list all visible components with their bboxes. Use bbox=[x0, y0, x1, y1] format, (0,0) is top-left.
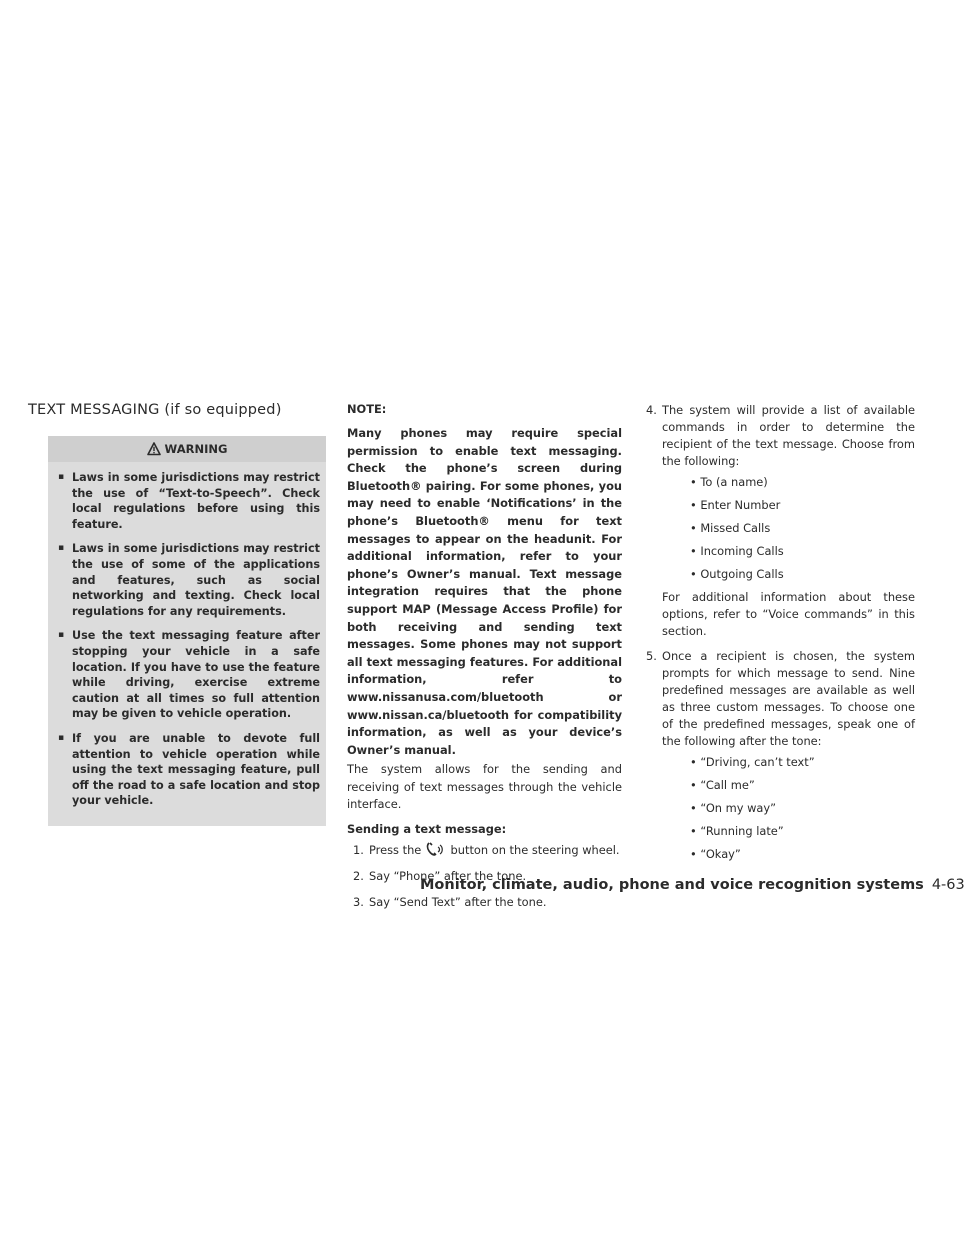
list-item: • Missed Calls bbox=[662, 520, 915, 537]
left-column bbox=[28, 402, 328, 826]
list-item: • Outgoing Calls bbox=[662, 566, 915, 583]
warning-triangle-icon bbox=[147, 442, 161, 456]
step-1 bbox=[347, 842, 622, 859]
step-4-text: The system will provide a list of available commands in order to determine the recipient of the text message. Choose from the following: bbox=[662, 403, 915, 468]
list-item: • “On my way” bbox=[662, 800, 915, 817]
voice-talk-button-icon bbox=[425, 842, 447, 857]
step-5 bbox=[640, 648, 915, 863]
step-number: 3. bbox=[353, 895, 364, 910]
message-options bbox=[662, 754, 915, 863]
step-4-note: For additional information about these options, refer to “Voice commands” in this section. bbox=[662, 590, 915, 638]
step-3-text: Say “Send Text” after the tone. bbox=[369, 895, 547, 910]
step-number: 2. bbox=[353, 869, 364, 884]
step-number: 4. bbox=[646, 403, 657, 417]
intro-paragraph: The system allows for the sending and receiving of text messages through the vehicle interface. bbox=[347, 762, 622, 812]
warning-header bbox=[48, 436, 326, 462]
step-4 bbox=[640, 402, 915, 639]
list-item: • “Call me” bbox=[662, 777, 915, 794]
middle-column bbox=[347, 402, 622, 920]
list-item: • “Running late” bbox=[662, 823, 915, 840]
warning-heading: WARNING bbox=[164, 442, 228, 456]
step-number: 1. bbox=[353, 843, 364, 858]
note-label: NOTE: bbox=[347, 402, 387, 416]
step-2-text: Say “Phone” after the tone. bbox=[369, 869, 527, 884]
steps-list-b bbox=[640, 402, 915, 863]
section-title: TEXT MESSAGING (if so equipped) bbox=[28, 402, 282, 418]
warning-list bbox=[48, 462, 326, 809]
step-1-text-post: button on the steering wheel. bbox=[450, 843, 620, 858]
recipient-options bbox=[662, 474, 915, 583]
warning-item: ▪ If you are unable to devote full attention to vehicle operation while using the text messaging feature, pull off the road to a safe location and stop your vehicle. bbox=[58, 731, 320, 809]
list-item: • “Okay” bbox=[662, 846, 915, 863]
list-item: • “Driving, can’t text” bbox=[662, 754, 915, 771]
warning-box bbox=[48, 436, 326, 826]
page-number: 4-63 bbox=[931, 877, 965, 893]
step-3 bbox=[347, 894, 622, 911]
step-number: 5. bbox=[646, 649, 657, 664]
page-footer bbox=[420, 877, 965, 893]
warning-item: ▪ Laws in some jurisdictions may restrict the use of “Text-to-Speech”. Check local regulations before using this feature. bbox=[58, 470, 320, 532]
step-1-text-pre: Press the bbox=[369, 843, 422, 858]
list-item: • Enter Number bbox=[662, 497, 915, 514]
step-5-text: Once a recipient is chosen, the system prompts for which message to send. Nine predefined messages are available as well as three custom messages. To choose one of the predefined messages, speak one of the following after the tone: bbox=[662, 649, 915, 749]
warning-item: ▪ Laws in some jurisdictions may restrict the use of some of the applications and features, such as social networking and texting. Check local regulations for any requirements. bbox=[58, 541, 320, 619]
list-item: • To (a name) bbox=[662, 474, 915, 491]
note-body: Many phones may require special permission to enable text messaging. Check the phone’s screen during Bluetooth® pairing. For some phones, you may need to enable ‘Notifications’ in the phone’s Bluetooth® menu for text messages to appear on the headunit. For additional information, refer to your phone’s Owner’s manual. Text message integration requires that the phone support MAP (Message Access Profile) for both receiving and sending text messages. Some phones may not support all text messaging features. For additional information, refer to www.nissanusa.com/bluetooth or www.nissan.ca/bluetooth for compatibility information, as well as your device’s Owner’s manual. bbox=[347, 426, 622, 757]
list-item: • Incoming Calls bbox=[662, 543, 915, 560]
chapter-title: Monitor, climate, audio, phone and voice recognition systems bbox=[420, 877, 924, 893]
right-column bbox=[640, 402, 915, 872]
warning-item: ▪ Use the text messaging feature after stopping your vehicle in a safe location. If you have to use the feature while driving, exercise extreme caution at all times so full attention may be given to vehicle operation. bbox=[58, 628, 320, 722]
sending-heading: Sending a text message: bbox=[347, 822, 507, 837]
